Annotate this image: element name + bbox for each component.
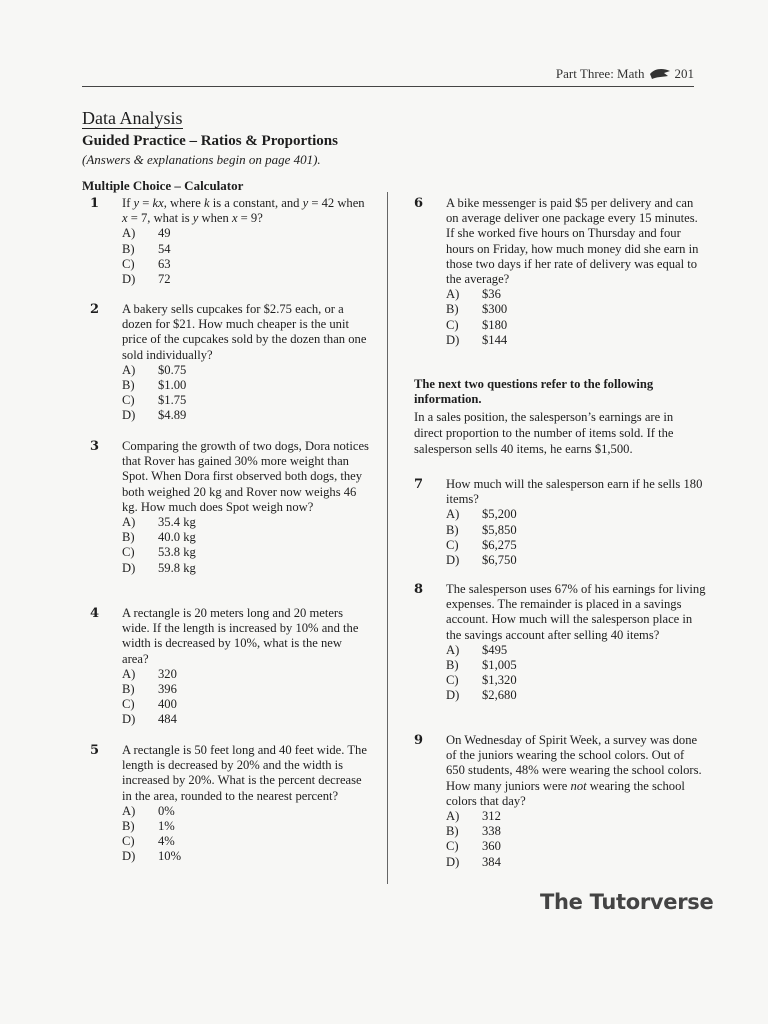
question-number: 2 bbox=[90, 302, 100, 317]
choice-d[interactable]: D) 384 bbox=[446, 854, 501, 869]
question-number: 5 bbox=[90, 743, 100, 758]
choice-b[interactable]: B) $5,850 bbox=[446, 522, 517, 537]
page-header bbox=[82, 66, 694, 87]
choice-b[interactable]: B) $1,005 bbox=[446, 658, 517, 673]
question-stem: A rectangle is 50 feet long and 40 feet wide. The length is decreased by 20% and the width is increased by 20%. What is the percent decrease in the area, rounded to the nearest percent? bbox=[122, 743, 367, 803]
question-number: 9 bbox=[414, 733, 424, 748]
choice-b[interactable]: B) 338 bbox=[446, 824, 501, 839]
choice-a[interactable]: A) 320 bbox=[122, 666, 177, 681]
question-number: 6 bbox=[414, 196, 424, 211]
answer-choices bbox=[446, 643, 706, 704]
question-2 bbox=[90, 302, 370, 424]
column-divider bbox=[387, 192, 388, 884]
choice-c[interactable]: C) 4% bbox=[122, 834, 175, 849]
choice-d[interactable]: D) $4.89 bbox=[122, 408, 187, 423]
multiple-choice-heading: Multiple Choice – Calculator bbox=[82, 178, 244, 193]
question-number: 3 bbox=[90, 439, 100, 454]
choice-c[interactable]: C) $180 bbox=[446, 317, 508, 332]
choice-c[interactable]: C) $6,275 bbox=[446, 537, 517, 552]
question-4 bbox=[90, 606, 370, 728]
choice-a[interactable]: A) $0.75 bbox=[122, 362, 187, 377]
section-title: Data Analysis bbox=[82, 108, 183, 128]
choice-c[interactable]: C) 53.8 kg bbox=[122, 545, 196, 560]
header-text bbox=[556, 66, 694, 82]
section-subtitle: Guided Practice – Ratios & Proportions bbox=[82, 133, 338, 149]
question-6 bbox=[414, 196, 706, 348]
question-stem: A bakery sells cupcakes for $2.75 each, or a dozen for $21. How much cheaper is the unit price of the cupcakes sold by the dozen than one sold individually? bbox=[122, 302, 367, 362]
header-part: Part Three: Math bbox=[555, 66, 645, 81]
question-stem: The salesperson uses 67% of his earnings for living expenses. The remainder is placed in a savings account. How much will the salesperson place in the savings account after selling 40 items? bbox=[446, 582, 706, 642]
header-page-number: 201 bbox=[674, 66, 694, 81]
choice-d[interactable]: D) $2,680 bbox=[446, 688, 517, 703]
brand-logo: The Tutorverse bbox=[540, 890, 714, 914]
choice-b[interactable]: B) $1.00 bbox=[122, 378, 187, 393]
answer-choices bbox=[122, 804, 370, 865]
choice-a[interactable]: A) 0% bbox=[122, 803, 175, 818]
answer-choices bbox=[122, 515, 370, 576]
choice-c[interactable]: C) $1,320 bbox=[446, 673, 517, 688]
choice-c[interactable]: C) 63 bbox=[122, 256, 171, 271]
choice-d[interactable]: D) $6,750 bbox=[446, 553, 517, 568]
answer-choices bbox=[122, 363, 370, 424]
choice-b[interactable]: B) $300 bbox=[446, 302, 508, 317]
choice-b[interactable]: B) 40.0 kg bbox=[122, 530, 196, 545]
question-stem: A rectangle is 20 meters long and 20 meters wide. If the length is increased by 10% and the width is decreased by 10%, what is the new area? bbox=[122, 606, 359, 666]
question-5 bbox=[90, 743, 370, 865]
question-number: 8 bbox=[414, 582, 424, 597]
question-3 bbox=[90, 439, 370, 576]
choice-a[interactable]: A) 312 bbox=[446, 809, 501, 824]
info-text: In a sales position, the salesperson’s earnings are in direct proportion to the number of items sold. If the salesperson sells 40 items, he earns $1,500. bbox=[414, 410, 674, 457]
question-stem: A bike messenger is paid $5 per delivery and can on average deliver one package every 15 minutes. If she worked five hours on Thursday and four hours on Friday, how much money did she earn in those two days if her rate of delivery was equal to the average? bbox=[446, 196, 699, 287]
question-number: 7 bbox=[414, 477, 424, 492]
choice-a[interactable]: A) 35.4 kg bbox=[122, 515, 196, 530]
choice-b[interactable]: B) 396 bbox=[122, 682, 177, 697]
question-stem: Comparing the growth of two dogs, Dora notices that Rover has gained 30% more weight than Spot. When Dora first observed both dogs, they both weighed 20 kg and Rover now weighs 46 kg. How much does Spot weigh now? bbox=[122, 439, 369, 514]
question-stem: How much will the salesperson earn if he sells 180 items? bbox=[446, 477, 703, 507]
answer-choices bbox=[446, 809, 706, 870]
question-9 bbox=[414, 733, 706, 870]
choice-a[interactable]: A) $36 bbox=[446, 287, 501, 302]
question-stem: If y = kx, where k is a constant, and y = 42 when x = 7, what is y when x = 9? bbox=[122, 196, 365, 226]
question-number: 1 bbox=[90, 196, 100, 211]
choice-b[interactable]: B) 1% bbox=[122, 819, 175, 834]
answer-choices bbox=[446, 507, 706, 568]
choice-c[interactable]: C) 400 bbox=[122, 697, 177, 712]
choice-d[interactable]: D) 72 bbox=[122, 272, 171, 287]
answer-choices bbox=[122, 667, 370, 728]
choice-c[interactable]: C) 360 bbox=[446, 839, 501, 854]
pen-nib-icon bbox=[649, 67, 671, 81]
choice-a[interactable]: A) $495 bbox=[446, 642, 508, 657]
choice-d[interactable]: D) 59.8 kg bbox=[122, 560, 196, 575]
choice-d[interactable]: D) $144 bbox=[446, 332, 508, 347]
choice-d[interactable]: D) 484 bbox=[122, 712, 177, 727]
question-stem: On Wednesday of Spirit Week, a survey was done of the juniors wearing the school colors. Out of 650 students, 48% were wearing the school colors. How many juniors were not wearing the school colors that day? bbox=[446, 733, 702, 808]
question-number: 4 bbox=[90, 606, 100, 621]
question-1 bbox=[90, 196, 370, 287]
answers-note: (Answers & explanations begin on page 401). bbox=[82, 152, 321, 167]
choice-c[interactable]: C) $1.75 bbox=[122, 393, 187, 408]
info-heading: The next two questions refer to the following information. bbox=[414, 377, 654, 407]
choice-d[interactable]: D) 10% bbox=[122, 849, 182, 864]
question-7 bbox=[414, 477, 706, 568]
choice-a[interactable]: A) $5,200 bbox=[446, 507, 517, 522]
choice-b[interactable]: B) 54 bbox=[122, 241, 171, 256]
choice-a[interactable]: A) 49 bbox=[122, 226, 171, 241]
question-8 bbox=[414, 582, 706, 704]
answer-choices bbox=[122, 226, 370, 287]
answer-choices bbox=[446, 287, 706, 348]
